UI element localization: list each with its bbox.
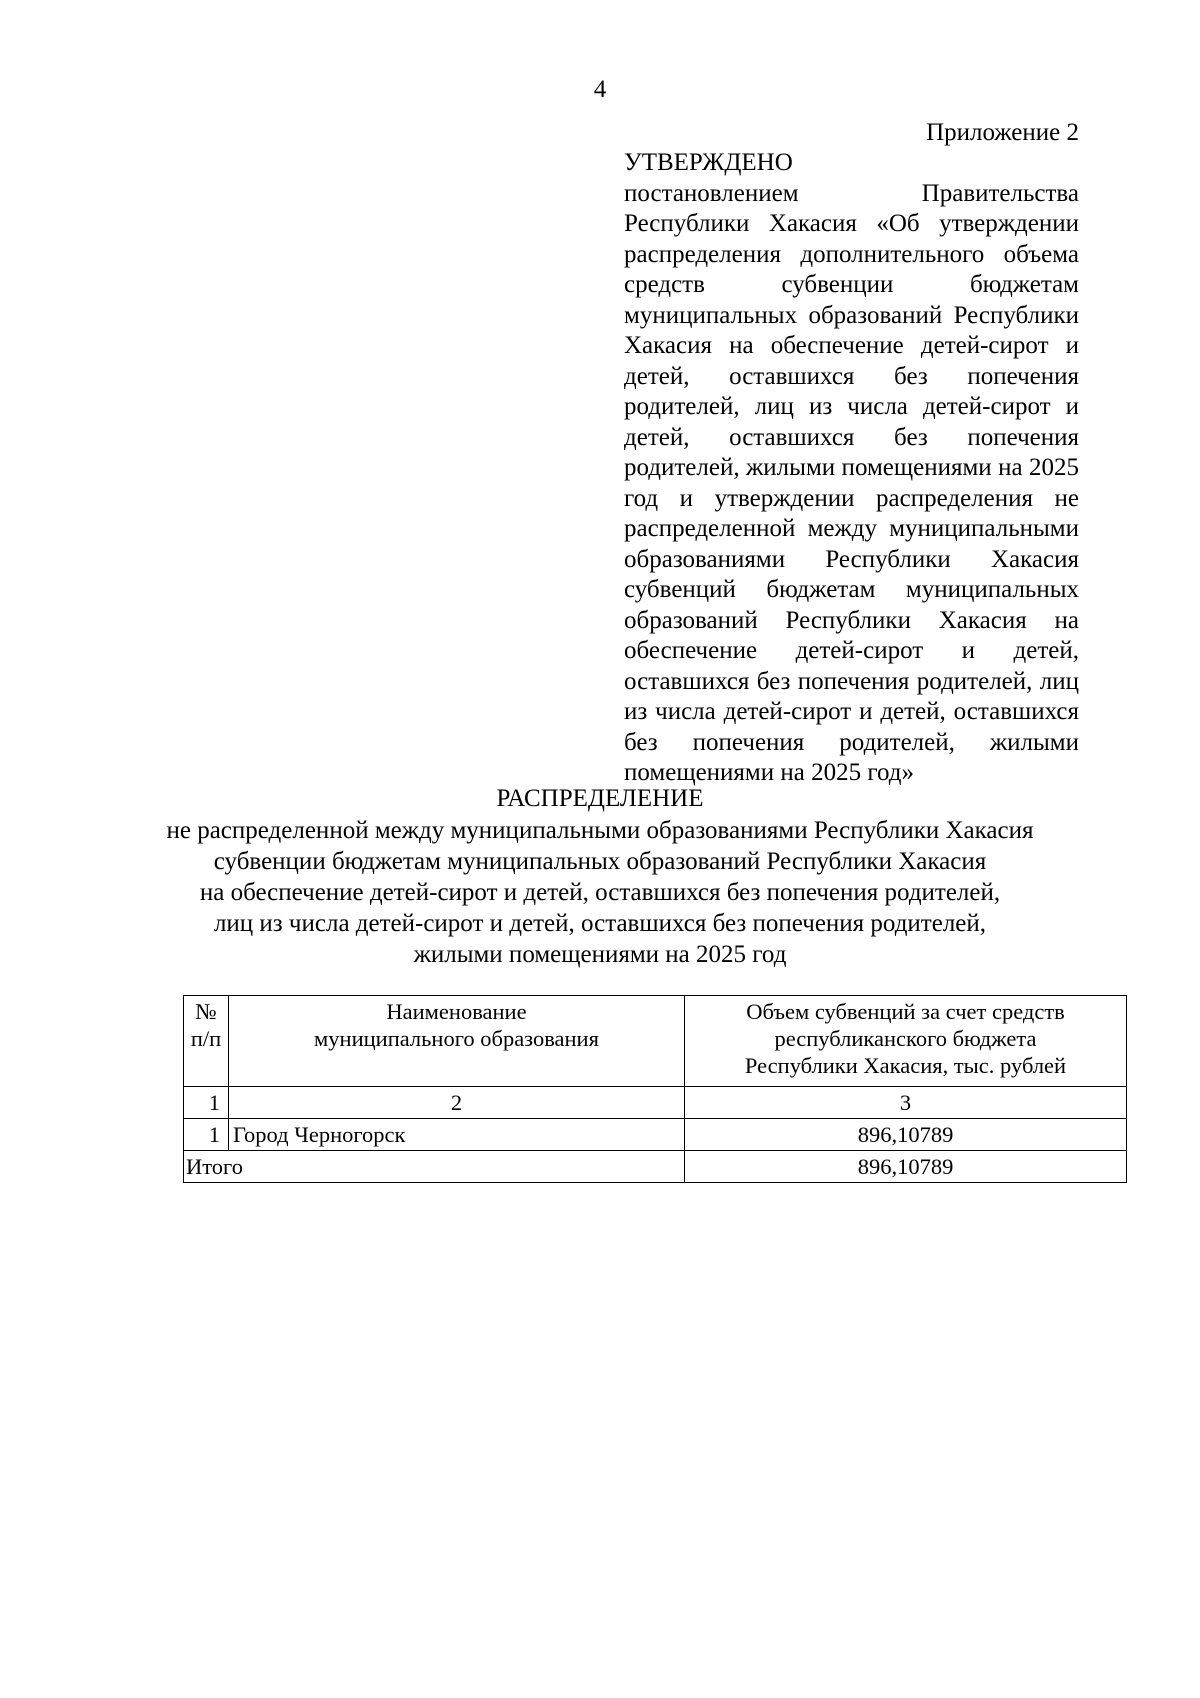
header-num-line: п/п — [190, 1026, 222, 1051]
page-number: 4 — [593, 76, 607, 103]
header-num-line: № — [195, 999, 217, 1024]
title-line: жилыми помещениями на 2025 год — [413, 941, 787, 968]
header-amount-line: республиканского бюджета — [774, 1026, 1037, 1051]
distribution-table — [183, 995, 1127, 1183]
table-header-row — [184, 996, 1127, 1087]
table-row — [184, 1119, 1127, 1151]
title-line: не распределенной между муниципальными образованиями Республики Хакасия — [166, 817, 1034, 844]
approval-text: постановлением Правительства Республики Хакасия «Об утверждении распределения дополнительного объема средств субвенции бюджетам муниципальных образований Республики Хакасия на обеспечение детей-сирот и детей, оставшихся без попечения родителей, лиц из числа детей-сирот и детей, оставшихся без попечения родителей, жилыми помещениями на 2025 год и утверждении распределения не распределенной между муниципальными образованиями Республики Хакасия субвенций бюджетам муниципальных образований Республики Хакасия на обеспечение детей-сирот и детей, оставшихся без попечения родителей, лиц из числа детей-сирот и детей, оставшихся без попечения родителей, жилыми помещениями на 2025 год» — [624, 179, 1079, 786]
title-main: РАСПРЕДЕЛЕНИЕ — [496, 785, 704, 812]
header-name-line: Наименование — [386, 999, 527, 1024]
appendix-label: Приложение 2 — [926, 119, 1079, 146]
approval-heading: УТВЕРЖДЕНО — [624, 149, 793, 176]
index-cell: 1 — [184, 1087, 229, 1119]
title-line: на обеспечение детей-сирот и детей, оставшихся без попечения родителей, — [199, 879, 1001, 906]
title-line: субвенции бюджетам муниципальных образований Республики Хакасия — [213, 848, 987, 875]
approval-block — [624, 148, 1079, 789]
row-name: Город Черногорск — [229, 1119, 685, 1151]
document-title — [0, 783, 1200, 970]
header-name — [229, 996, 685, 1087]
table-index-row — [184, 1087, 1127, 1119]
total-amount: 896,10789 — [685, 1151, 1127, 1183]
index-cell: 3 — [685, 1087, 1127, 1119]
row-num: 1 — [184, 1119, 229, 1151]
row-amount: 896,10789 — [685, 1119, 1127, 1151]
header-amount-line: Республики Хакасия, тыс. рублей — [744, 1053, 1067, 1078]
header-amount — [685, 996, 1127, 1087]
header-num — [184, 996, 229, 1087]
total-label: Итого — [184, 1151, 685, 1183]
index-cell: 2 — [229, 1087, 685, 1119]
header-name-line: муниципального образования — [314, 1026, 599, 1051]
title-line: лиц из числа детей-сирот и детей, оставшихся без попечения родителей, — [213, 910, 987, 937]
table-total-row — [184, 1151, 1127, 1183]
header-amount-line: Объем субвенций за счет средств — [746, 999, 1065, 1024]
